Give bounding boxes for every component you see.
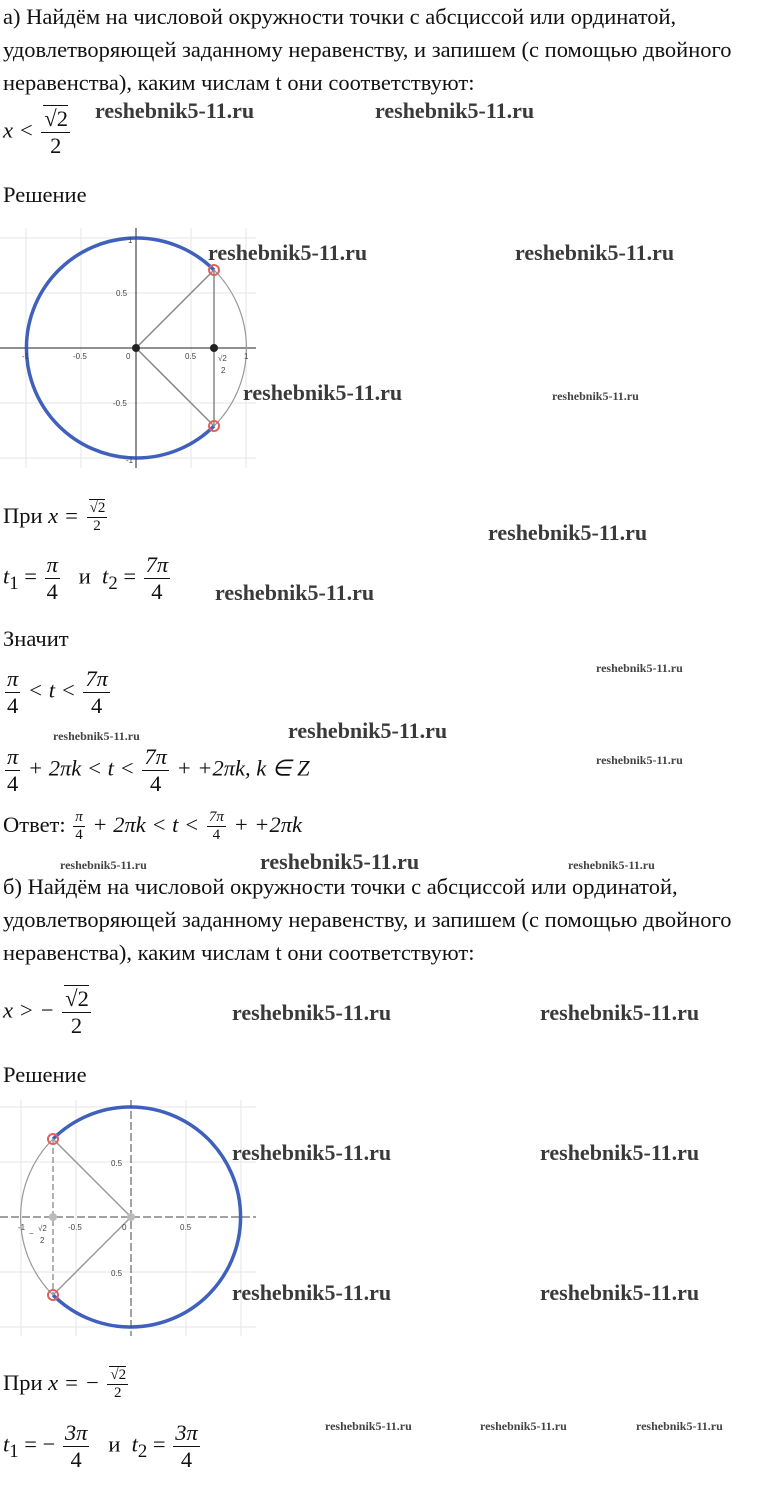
- solution-label-a: Решение: [3, 182, 87, 207]
- watermark: reshebnik5-11.ru: [515, 240, 675, 265]
- point-label: √2: [38, 1224, 47, 1233]
- watermark: reshebnik5-11.ru: [232, 1000, 392, 1025]
- watermark: reshebnik5-11.ru: [480, 1419, 567, 1433]
- eq: = −: [24, 1431, 56, 1457]
- frac-den: 4: [212, 827, 221, 844]
- tick-label: 0.5: [111, 1159, 123, 1168]
- frac-den: 4: [149, 770, 162, 796]
- when-expr: x = −: [48, 1369, 100, 1395]
- tick-label: 0.5: [180, 1223, 192, 1232]
- frac-den: 2: [70, 1012, 83, 1038]
- tick-label: 0: [126, 352, 131, 361]
- watermark: reshebnik5-11.ru: [60, 858, 147, 872]
- intro-line-a2: удовлетворяющей заданному неравенству, и запишем (с помощью двойного: [3, 37, 732, 62]
- ineq-mid: + 2πk < t <: [27, 755, 135, 781]
- t1: t: [3, 563, 10, 589]
- frac-den: 2: [50, 132, 62, 158]
- watermark: reshebnik5-11.ru: [488, 520, 648, 545]
- tick-label: -1: [126, 456, 134, 465]
- ineq2-a: [3, 744, 310, 797]
- watermark: reshebnik5-11.ru: [596, 753, 683, 767]
- tick-label: 0.5: [111, 1269, 123, 1278]
- point-label: 2: [40, 1236, 45, 1245]
- frac-den: 2: [114, 1385, 122, 1402]
- tick-label: 0: [122, 1223, 127, 1232]
- answer-label: Ответ:: [3, 811, 66, 837]
- frac-num: 7π: [85, 666, 108, 691]
- frac-num: 7π: [145, 552, 169, 577]
- t2-sub: 2: [108, 573, 118, 595]
- intro-line-b3: неравенства), каким числам t они соответствуют:: [3, 940, 475, 965]
- t-values-b: [3, 1420, 202, 1473]
- t1-sub: 1: [9, 573, 19, 595]
- watermark: reshebnik5-11.ru: [636, 1419, 723, 1433]
- intro-line-a3: неравенства), каким числам t они соответствуют:: [3, 70, 475, 95]
- tick-label: 1: [128, 236, 133, 245]
- intro-line-b1: б) Найдём на числовой окружности точки с абсциссой или ординатой,: [3, 874, 678, 899]
- frac-den: 4: [70, 1446, 82, 1472]
- answer-a: [3, 809, 302, 845]
- watermark: reshebnik5-11.ru: [540, 1280, 700, 1305]
- frac-den: 4: [151, 578, 163, 604]
- watermark: reshebnik5-11.ru: [232, 1280, 392, 1305]
- frac-den: 4: [7, 692, 19, 718]
- frac-den: 2: [93, 518, 101, 535]
- tick-label: -0.5: [68, 1223, 82, 1232]
- t2: t: [102, 563, 109, 589]
- t2: t: [131, 1431, 138, 1457]
- frac-num: 3π: [64, 1420, 88, 1445]
- frac-num: √2: [110, 1367, 127, 1383]
- when-a: [3, 500, 109, 536]
- watermark: reshebnik5-11.ru: [540, 1140, 700, 1165]
- tick-label: -1: [18, 1223, 26, 1232]
- and-word: и: [78, 563, 91, 589]
- t1: t: [3, 1431, 10, 1457]
- solution-label-b: Решение: [3, 1062, 87, 1087]
- frac-den: 4: [75, 827, 83, 844]
- tick-label: -1: [22, 352, 30, 361]
- watermark: reshebnik5-11.ru: [53, 729, 140, 743]
- frac-den: 4: [46, 578, 58, 604]
- frac-num: π: [7, 744, 19, 769]
- tick-label: -0.5: [73, 352, 87, 361]
- tick-label: -0.5: [113, 399, 127, 408]
- watermark: reshebnik5-11.ru: [540, 1000, 700, 1025]
- tick-label: 0.5: [116, 289, 128, 298]
- watermark: reshebnik5-11.ru: [260, 849, 420, 874]
- ineq-tail: + +2πk, k ∈ Z: [176, 755, 310, 781]
- frac-num: √2: [44, 106, 69, 131]
- when-expr: x =: [48, 502, 79, 528]
- inequality-b: [3, 986, 93, 1039]
- t-values-a: [3, 552, 172, 605]
- tick-label: 1: [244, 352, 249, 361]
- frac-num: π: [7, 666, 19, 691]
- when-b: [3, 1367, 130, 1403]
- point-label: √2: [218, 354, 227, 363]
- inequality-lhs: x <: [3, 117, 34, 143]
- frac-num: √2: [89, 500, 106, 516]
- watermark: reshebnik5-11.ru: [568, 858, 655, 872]
- frac-den: 4: [91, 692, 103, 718]
- eq: =: [24, 563, 37, 589]
- intro-line-a1: а) Найдём на числовой окружности точки с абсциссой или ординатой,: [3, 4, 677, 29]
- unit-circle-graph-b: [0, 1100, 256, 1336]
- and-word: и: [108, 1431, 121, 1457]
- intro-line-b2: удовлетворяющей заданному неравенству, и запишем (с помощью двойного: [3, 907, 732, 932]
- watermark: reshebnik5-11.ru: [232, 1140, 392, 1165]
- frac-den: 4: [180, 1446, 193, 1472]
- tick-label: 0.5: [185, 352, 197, 361]
- inequality-a: [3, 106, 72, 159]
- watermark: reshebnik5-11.ru: [288, 718, 448, 743]
- watermark: reshebnik5-11.ru: [95, 98, 255, 123]
- frac-num: 3π: [175, 1420, 198, 1445]
- watermark: reshebnik5-11.ru: [243, 380, 403, 405]
- watermark: reshebnik5-11.ru: [596, 661, 683, 675]
- when-prefix: При: [3, 502, 43, 528]
- watermark: reshebnik5-11.ru: [215, 580, 375, 605]
- eq: =: [123, 563, 137, 589]
- frac-num: π: [73, 809, 85, 827]
- when-prefix: При: [3, 1369, 43, 1395]
- therefore-a: Значит: [3, 626, 69, 651]
- point-label: 2: [221, 366, 226, 375]
- watermark: reshebnik5-11.ru: [375, 98, 535, 123]
- point-label: −: [29, 1229, 34, 1238]
- frac-num: √2: [65, 986, 89, 1011]
- inequality-lhs: x > −: [3, 997, 55, 1023]
- frac-num: π: [46, 552, 58, 577]
- t2-sub: 2: [137, 1441, 148, 1463]
- frac-num: 7π: [207, 809, 226, 827]
- ineq-mid: < t <: [27, 677, 76, 703]
- frac-den: 4: [7, 770, 19, 796]
- ineq1-a: [3, 666, 112, 719]
- eq: =: [152, 1431, 166, 1457]
- watermark: reshebnik5-11.ru: [208, 240, 368, 265]
- watermark: reshebnik5-11.ru: [552, 389, 639, 403]
- watermark: reshebnik5-11.ru: [325, 1419, 412, 1433]
- answer-tail: + +2πk: [233, 811, 302, 837]
- t1-sub: 1: [9, 1441, 19, 1463]
- answer-mid: + 2πk < t <: [92, 811, 200, 837]
- frac-num: 7π: [144, 744, 167, 769]
